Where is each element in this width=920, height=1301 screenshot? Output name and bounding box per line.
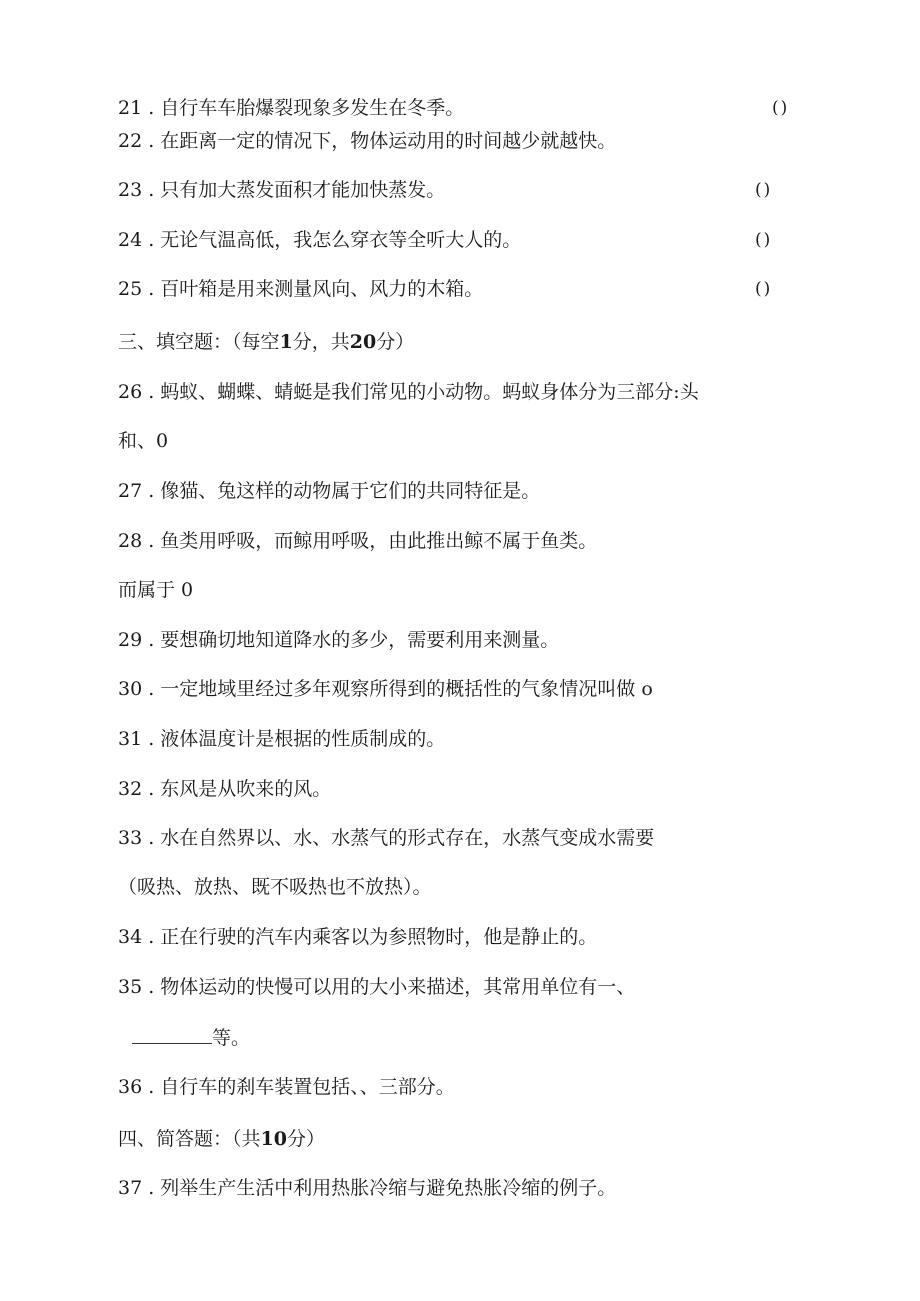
answer-paren-24: (): [755, 230, 773, 250]
question-26: 26 . 蚂蚁、蝴蝶、蜻蜓是我们常见的小动物。蚂蚁身体分为三部分:头: [118, 381, 699, 403]
question-21: 21 . 自行车车胎爆裂现象多发生在冬季。: [118, 97, 465, 119]
answer-blank: [132, 1025, 212, 1044]
question-37: 37 . 列举生产生活中利用热胀冷缩与避免热胀冷缩的例子。: [118, 1177, 617, 1199]
question-30: 30 . 一定地域里经过多年观察所得到的概括性的气象情况叫做 o: [118, 678, 653, 700]
section-3-points-per-blank: 1: [279, 331, 293, 353]
answer-paren-21: (): [772, 98, 790, 118]
section-4-text-a: 四、简答题：（共: [118, 1128, 261, 1150]
section-4-heading: [118, 1127, 325, 1151]
question-27: 27 . 像猫、兔这样的动物属于它们的共同特征是。: [118, 480, 541, 502]
question-35-cont: [132, 1025, 250, 1050]
section-3-text-c: 分）: [376, 331, 415, 353]
section-4-text-b: 分）: [286, 1128, 325, 1150]
question-28: 28 . 鱼类用呼吸，而鲸用呼吸，由此推出鲸不属于鱼类。: [118, 530, 598, 552]
question-35: 35 . 物体运动的快慢可以用的大小来描述，其常用单位有一、: [118, 976, 636, 998]
question-31: 31 . 液体温度计是根据的性质制成的。: [118, 728, 446, 750]
question-22: 22 . 在距离一定的情况下，物体运动用的时间越少就越快。: [118, 130, 617, 152]
question-33-cont: （吸热、放热、既不吸热也不放热）。: [118, 876, 432, 898]
question-32: 32 . 东风是从吹来的风。: [118, 778, 332, 800]
question-28-cont: 而属于 0: [118, 579, 194, 601]
section-3-total-points: 20: [349, 331, 377, 353]
question-23: 23 . 只有加大蒸发面积才能加快蒸发。: [118, 179, 446, 201]
answer-paren-25: (): [755, 279, 773, 299]
question-34: 34 . 正在行驶的汽车内乘客以为参照物时，他是静止的。: [118, 926, 598, 948]
section-4-total-points: 10: [260, 1128, 287, 1150]
question-24: 24 . 无论气温高低，我怎么穿衣等全听大人的。: [118, 229, 522, 251]
question-26-cont: 和、0: [118, 430, 169, 452]
section-3-text-a: 三、填空题：（每空: [118, 331, 280, 353]
question-36: 36 . 自行车的刹车装置包括、、三部分。: [118, 1076, 455, 1098]
question-33: 33 . 水在自然界以、水、水蒸气的形式存在，水蒸气变成水需要: [118, 827, 655, 849]
section-3-text-b: 分，共: [292, 331, 350, 353]
question-35-cont-text: 等。: [212, 1027, 251, 1049]
question-29: 29 . 要想确切地知道降水的多少，需要利用来测量。: [118, 629, 560, 651]
answer-paren-23: (): [755, 180, 773, 200]
question-25: 25 . 百叶箱是用来测量风向、风力的木箱。: [118, 278, 484, 300]
section-3-heading: [118, 330, 414, 354]
